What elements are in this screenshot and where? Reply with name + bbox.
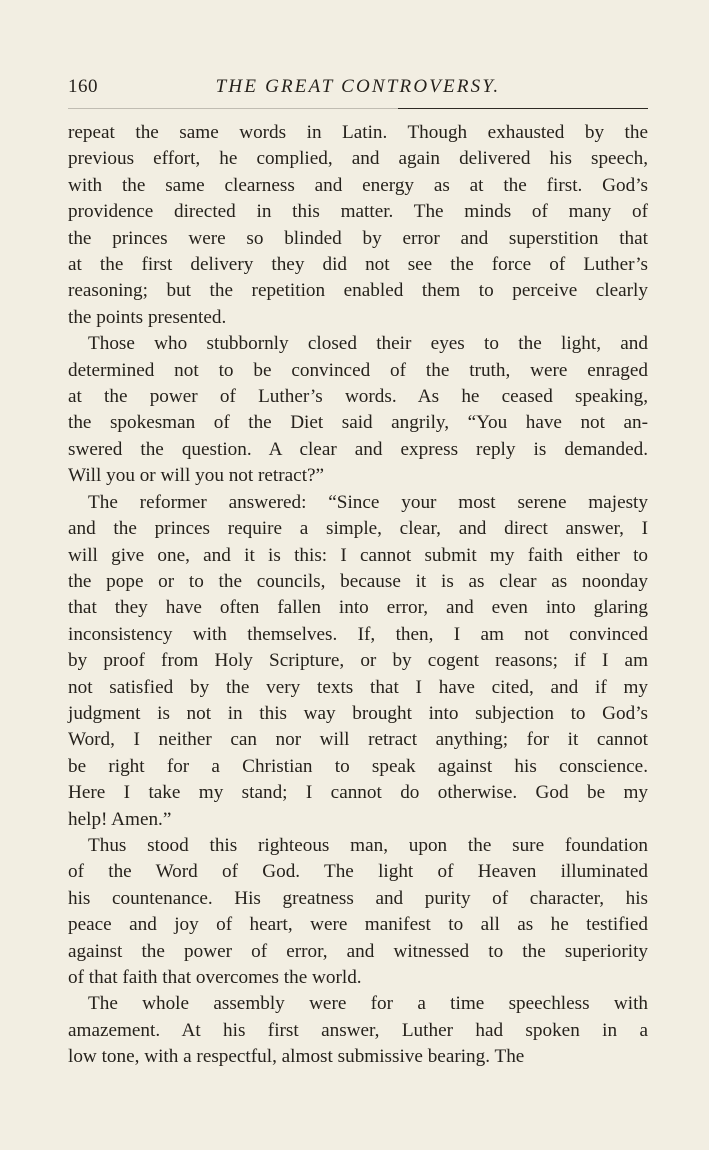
text-line: determined not to be convinced of the truth, were enraged: [68, 359, 648, 381]
text-line: Here I take my stand; I cannot do otherwise. God be my: [68, 782, 648, 804]
text-line: Those who stubbornly closed their eyes to the light, and: [88, 333, 648, 355]
body-text: [68, 120, 648, 1071]
text-line: of the Word of God. The light of Heaven illuminated: [68, 861, 648, 883]
text-line: previous effort, he complied, and again delivered his speech,: [68, 148, 648, 170]
text-line: inconsistency with themselves. If, then, I am not convinced: [68, 623, 648, 645]
text-line: against the power of error, and witnessed to the superiority: [68, 940, 648, 962]
text-line: and the princes require a simple, clear, and direct answer, I: [68, 518, 648, 540]
text-line: The whole assembly were for a time speechless with: [88, 993, 648, 1015]
text-line: the points presented.: [68, 306, 227, 328]
paragraph: [68, 833, 648, 991]
header-rule-fade: [68, 106, 398, 111]
text-line: amazement. At his first answer, Luther had spoken in a: [68, 1019, 648, 1041]
text-line: Will you or will you not retract?”: [68, 465, 325, 487]
text-line: the princes were so blinded by error and superstition that: [68, 227, 648, 249]
text-line: not satisfied by the very texts that I have cited, and if my: [68, 676, 648, 698]
text-line: will give one, and it is this: I cannot submit my faith either to: [68, 544, 648, 566]
text-line: with the same clearness and energy as at the first. God’s: [68, 174, 648, 196]
text-line: providence directed in this matter. The minds of many of: [68, 201, 648, 223]
paragraph: [68, 331, 648, 489]
text-line: swered the question. A clear and express reply is demanded.: [68, 438, 648, 460]
text-line: peace and joy of heart, were manifest to all as he testified: [68, 914, 648, 936]
text-line: Word, I neither can nor will retract anything; for it cannot: [68, 729, 648, 751]
text-line: the pope or to the councils, because it is as clear as noonday: [68, 570, 648, 592]
text-line: the spokesman of the Diet said angrily, “You have not an-: [68, 412, 648, 434]
text-line: reasoning; but the repetition enabled them to perceive clearly: [68, 280, 648, 302]
text-line: by proof from Holy Scripture, or by cogent reasons; if I am: [68, 650, 648, 672]
text-line: low tone, with a respectful, almost submissive bearing. The: [68, 1046, 525, 1068]
text-line: help! Amen.”: [68, 808, 172, 830]
text-line: Thus stood this righteous man, upon the sure foundation: [88, 834, 648, 856]
page-number: 160: [68, 76, 98, 97]
text-line: The reformer answered: “Since your most serene majesty: [88, 491, 648, 513]
running-head: [68, 76, 648, 102]
text-line: his countenance. His greatness and purity of character, his: [68, 887, 648, 909]
text-line: repeat the same words in Latin. Though exhausted by the: [68, 122, 648, 143]
text-line: be right for a Christian to speak against his conscience.: [68, 755, 648, 777]
text-line: that they have often fallen into error, and even into glaring: [68, 597, 648, 619]
text-line: at the power of Luther’s words. As he ceased speaking,: [68, 386, 648, 408]
paragraph: [68, 120, 648, 331]
paragraph: [68, 991, 648, 1070]
running-title: THE GREAT CONTROVERSY.: [215, 76, 501, 97]
text-line: at the first delivery they did not see the force of Luther’s: [68, 254, 648, 276]
paragraph: [68, 490, 648, 833]
text-line: of that faith that overcomes the world.: [68, 967, 362, 988]
text-line: judgment is not in this way brought into subjection to God’s: [68, 702, 648, 724]
